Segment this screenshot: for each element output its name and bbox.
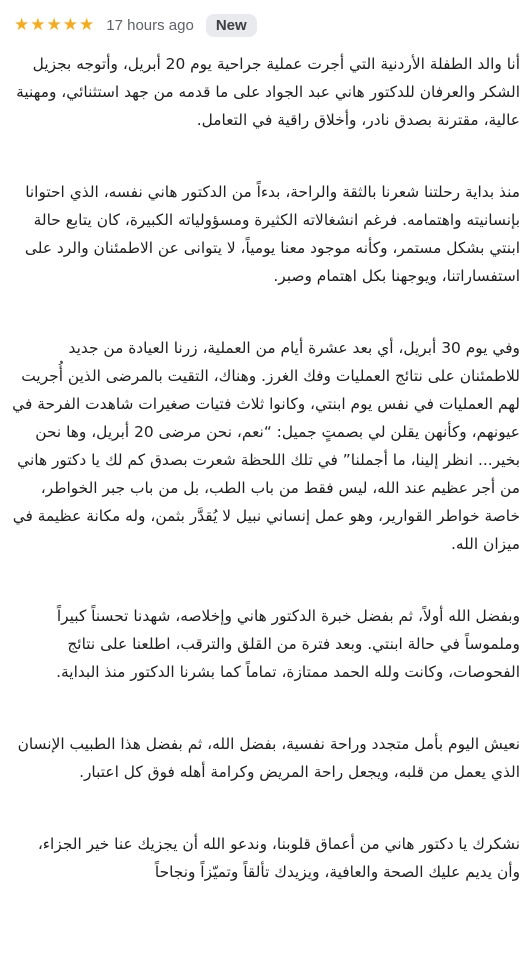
star-icon: ★ xyxy=(14,14,30,35)
review-paragraph: أنا والد الطفلة الأردنية التي أجرت عملية جراحية يوم 20 أبريل، وأتوجه بجزيل الشكر والعرفان للدكتور هاني عبد الجواد على ما قدمه من جهد استثنائي، ومهنية عالية، مقترنة بصدق نادر، وأخلاق راقية في التعامل. xyxy=(16,55,520,129)
review-paragraph: نعيش اليوم بأمل متجدد وراحة نفسية، بفضل الله، ثم بفضل هذا الطبيب الإنسان الذي يعمل من قلبه، ويجعل راحة المريض وكرامة أهله فوق كل اعتبار. xyxy=(17,735,520,781)
new-badge: New xyxy=(206,14,257,37)
star-icon: ★ xyxy=(62,14,78,35)
star-icon: ★ xyxy=(79,14,95,35)
review-paragraph: نشكرك يا دكتور هاني من أعماق قلوبنا، وندعو الله أن يجزيك عنا خير الجزاء، وأن يديم عليك الصحة والعافية، ويزيدك تألقاً وتميّزاً ونجاحاً xyxy=(37,835,520,881)
review-paragraph: وفي يوم 30 أبريل، أي بعد عشرة أيام من العملية، زرنا العيادة من جديد للاطمئنان على نتائج العمليات وفك الغرز. وهناك، التقيت بالمرضى الذين أُجريت لهم العمليات في نفس يوم ابنتي، وكانوا ثلاث فتيات صغيرات شاهدت الفرحة في عيونهم، وكأنهن يقلن لي بصمتٍ جميل: “نعم، نحن مرضى 20 أبريل، وها نحن بخير... انظر إلينا، ما أجملنا” في تلك اللحظة شعرت بصدق كم لك يا دكتور هاني من أجر عظيم عند الله، ليس فقط من باب الطب، بل من باب جبر الخواطر، خاصة خواطر القوارير، وهو عمل إنساني نبيل لا يُقدَّر بثمن، وله مكانة عظيمة في ميزان الله. xyxy=(12,339,520,553)
star-rating xyxy=(14,14,95,35)
review-header xyxy=(14,12,257,38)
review-text xyxy=(10,50,520,886)
review-paragraph: منذ بداية رحلتنا شعرنا بالثقة والراحة، بدءاً من الدكتور هاني نفسه، الذي احتوانا بإنسانيته واهتمامه. فرغم انشغالاته الكثيرة ومسؤولياته الكبيرة، كان يتابع حالة ابنتي بشكل مستمر، وكأنه موجود معنا يومياً، لا يتوانى عن الاطمئنان والرد على استفساراتنا، ويوجهنا بكل اهتمام وصبر. xyxy=(24,183,520,285)
star-icon: ★ xyxy=(46,14,62,35)
star-icon: ★ xyxy=(30,14,46,35)
review-paragraph: وبفضل الله أولاً، ثم بفضل خبرة الدكتور هاني وإخلاصه، شهدنا تحسناً كبيراً وملموساً في حالة ابنتي. وبعد فترة من القلق والترقب، اطلعنا على نتائج الفحوصات، وكانت ولله الحمد ممتازة، تماماً كما بشرنا الدكتور منذ البداية. xyxy=(56,607,520,681)
review-timestamp: 17 hours ago xyxy=(106,16,194,34)
